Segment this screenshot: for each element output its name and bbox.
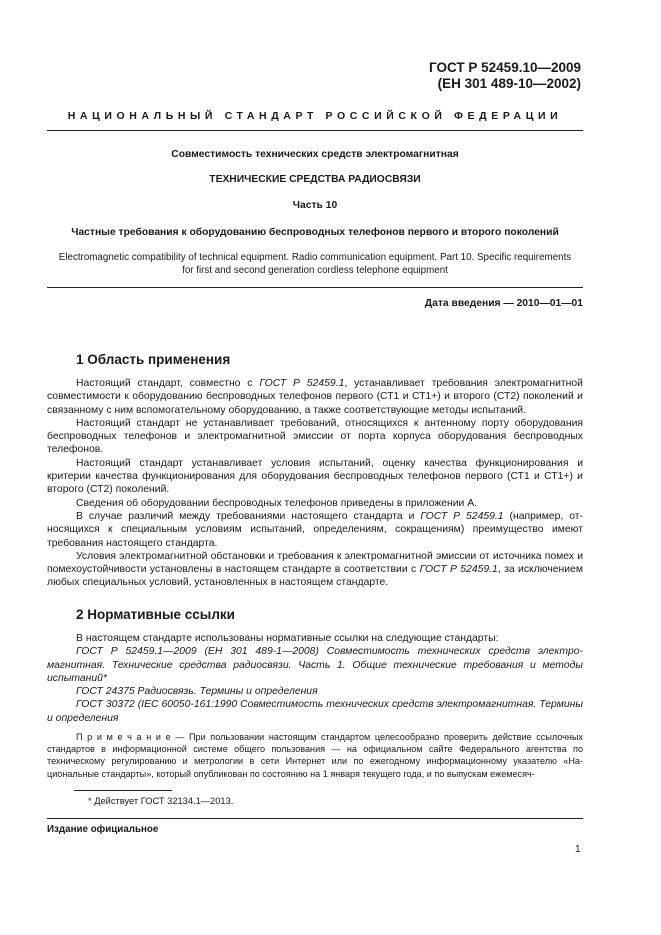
title-rule	[47, 287, 583, 288]
standard-code: ГОСТ Р 52459.10—2009 (ЕН 301 489-10—2002)	[429, 60, 581, 91]
section-2-body	[47, 632, 583, 780]
section-2-heading: 2 Нормативные ссылки	[76, 607, 235, 622]
note-paragraph: П р и м е ч а н и е — При пользовании настоящим стандартом целесообразно проверить действие ссылочных стандартов в информационной системе общего пользования — на официальном сайте Федерального агентства по техническому регулированию и метрологии в сети Интернет или по ежегодному информационному указателю «Национальные стандарты», который опубликован по состоянию на 1 января текущего года, и по выпускам ежемесяч-	[47, 732, 583, 779]
paragraph: Настоящий стандарт устанавливает условия испытаний, оценку качества функционирования и критерии качества функционирования для оборудования беспроводных телефонов первого (СТ1 и СТ1+) и второго (СТ2) поколений.	[47, 457, 583, 496]
paragraph: Условия электромагнитной обстановки и требования к электромагнитной эмиссии от источника помех и помехоустойчивости установлены в настоящем стандарте в соответствии с ГОСТ Р 52459.1, за исключением любых специальных условий, установленных в настоящем стандарте.	[47, 550, 583, 589]
edition-label: Издание официальное	[47, 824, 159, 835]
paragraph: Сведения об оборудовании беспроводных телефонов приведены в приложении А.	[76, 497, 478, 509]
title-line-2: ТЕХНИЧЕСКИЕ СРЕДСТВА РАДИОСВЯЗИ	[209, 174, 421, 185]
national-standard-banner: НАЦИОНАЛЬНЫЙ СТАНДАРТ РОССИЙСКОЙ ФЕДЕРАЦИИ	[67, 110, 563, 122]
title-part: Часть 10	[292, 200, 338, 211]
footnote: * Действует ГОСТ 32134.1—2013.	[88, 796, 234, 806]
header-rule	[47, 130, 583, 131]
title-line-1: Совместимость технических средств электромагнитная	[171, 149, 459, 160]
normative-reference: ГОСТ Р 52459.1—2009 (ЕН 301 489-1—2008) Совместимость технических средств электромагнитная. Технические средства радиосвязи. Часть 1. Общие технические требования и методы испытаний*	[47, 646, 583, 684]
paragraph: Настоящий стандарт, совместно с ГОСТ Р 52459.1, устанавливает требования электромагнитной совместимости к оборудованию беспроводных телефонов первого (СТ1 и СТ1+) и второго (СТ2) поколений и связанному с ним вспомогательному оборудованию, а также соответствующие методы испытаний.	[47, 378, 583, 416]
note-label: П р и м е ч а н и е	[76, 732, 171, 743]
normative-reference: ГОСТ 30372 (IEC 60050-161:1990 Совместимость технических средств электромагнитная. Термины и определения	[47, 699, 583, 724]
page-number: 1	[575, 844, 581, 855]
footnote-rule	[74, 790, 172, 791]
section-1-heading: 1 Область применения	[76, 352, 231, 367]
title-subtitle: Частные требования к оборудованию беспроводных телефонов первого и второго поколений	[71, 227, 559, 238]
section-1-body	[47, 377, 583, 590]
title-english: Electromagnetic compatibility of technical equipment. Radio communication equipment. Part 10. Specific requirements for first and second generation cordless telephone equipment	[58, 252, 572, 276]
footer-rule	[47, 818, 583, 819]
paragraph: Настоящий стандарт не устанавливает требований, относящихся к антенному порту оборудования беспроводных телефонов и электромагнитной эмиссии от порта корпуса оборудования беспроводных телефонов.	[47, 417, 583, 456]
paragraph: В случае различий между требованиями настоящего стандарта и ГОСТ Р 52459.1 (например, относящихся к специальным условиям испытаний, определениям, сокращениям) преимущество имеют требования настоящего стандарта.	[47, 510, 583, 549]
normative-reference: ГОСТ 24375 Радиосвязь. Термины и определения	[76, 686, 318, 698]
paragraph: В настоящем стандарте использованы нормативные ссылки на следующие стандарты:	[76, 633, 499, 644]
introduction-date: Дата введения — 2010—01—01	[424, 298, 583, 309]
